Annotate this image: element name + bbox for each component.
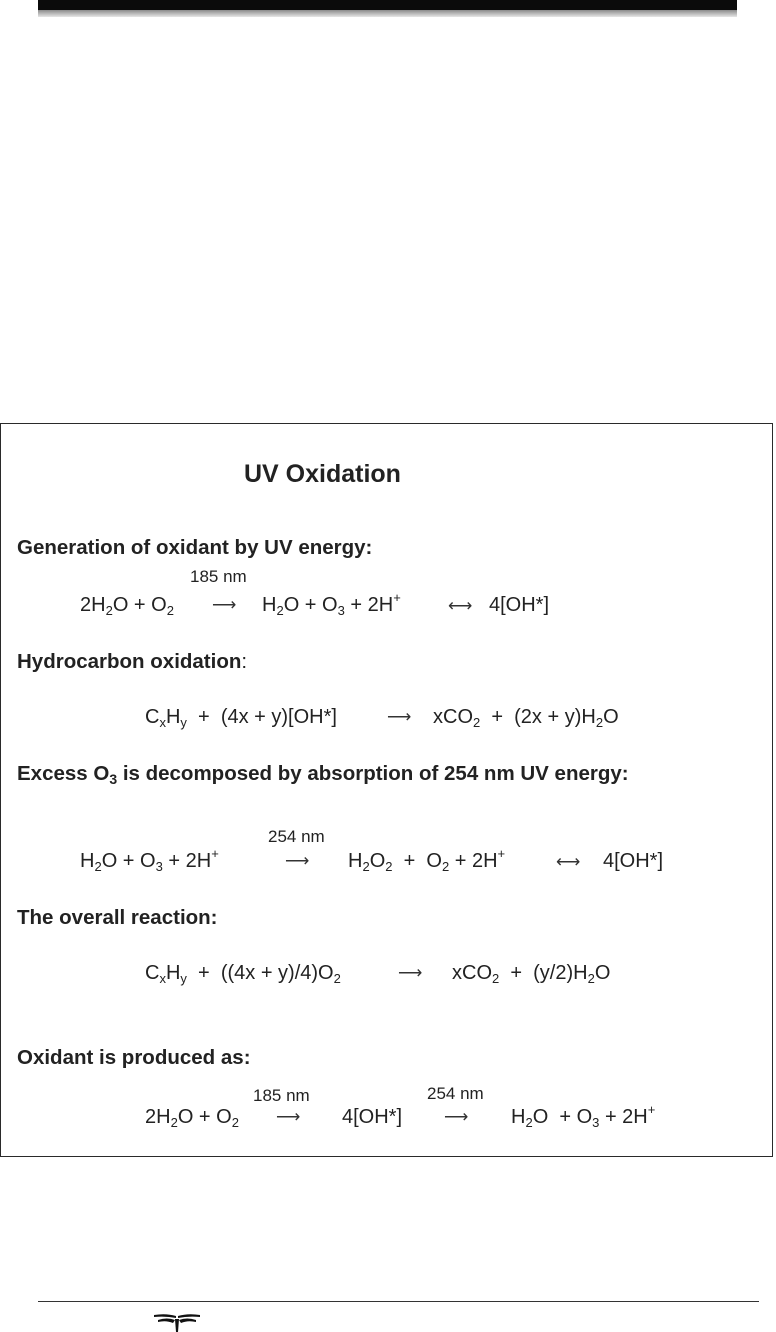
section-heading-generation: Generation of oxidant by UV energy: bbox=[17, 536, 373, 559]
figure-title: UV Oxidation bbox=[244, 460, 401, 488]
equation-4-rhs: $xCO_2 + (y/2)H_2O$ bbox=[452, 962, 611, 986]
equation-1-lhs: $2H_2O + O_2$ bbox=[80, 594, 174, 618]
footer-rule bbox=[38, 1301, 759, 1302]
equation-3-lhs: $H_2O + O_3 + 2H^+$ bbox=[80, 846, 219, 874]
header-rule-shadow bbox=[38, 10, 737, 17]
equation-4-lhs: $C_xH_y + ((4x + y)/4)O_2$ bbox=[145, 962, 341, 986]
section-heading-overall: The overall reaction: bbox=[17, 906, 218, 929]
equation-2-rhs: $xCO_2 + (2x + y)H_2O$ bbox=[433, 706, 619, 730]
wavelength-label-254: 254 nm bbox=[268, 827, 325, 846]
header-rule bbox=[38, 0, 737, 10]
equation-5-lhs: $2H_2O + O_2$ bbox=[145, 1106, 239, 1130]
equilibrium-arrow-icon: ⟷ bbox=[448, 596, 473, 615]
equation-1-rhs: $H_2O + O_3 + 2H^+$ bbox=[262, 590, 401, 618]
teledyne-logo-icon bbox=[152, 1312, 202, 1332]
equation-3-rhs: $H_2O_2 + O_2 + 2H^+$ bbox=[348, 846, 506, 874]
equation-2-lhs: $C_xH_y + (4x + y)[OH*]$ bbox=[145, 706, 337, 730]
wavelength-label-185: 185 nm bbox=[190, 567, 247, 586]
equilibrium-arrow-icon: ⟷ bbox=[556, 852, 581, 871]
equation-5-rhs: $H_2O + O_3 + 2H^+$ bbox=[511, 1102, 656, 1130]
section-heading-oxidant-produced: Oxidant is produced as: bbox=[17, 1046, 251, 1069]
equation-1-product: 4[OH*] bbox=[489, 594, 550, 616]
equation-5-intermediate: 4[OH*] bbox=[342, 1106, 403, 1128]
section-heading-excess-ozone: Excess $O_3$ is decomposed by absorption of 254 nm UV energy: bbox=[17, 762, 629, 787]
reaction-arrow-icon: ⟶ bbox=[387, 707, 412, 726]
reaction-arrow-icon: ⟶ bbox=[444, 1107, 469, 1126]
equation-3-product: 4[OH*] bbox=[603, 850, 664, 872]
reaction-arrow-icon: ⟶ bbox=[212, 595, 237, 614]
reaction-arrow-icon: ⟶ bbox=[285, 851, 310, 870]
wavelength-label-185: 185 nm bbox=[253, 1086, 310, 1105]
reaction-arrow-icon: ⟶ bbox=[398, 963, 423, 982]
section-heading-hydrocarbon: Hydrocarbon oxidation: bbox=[17, 650, 248, 673]
wavelength-label-254: 254 nm bbox=[427, 1084, 484, 1103]
reaction-arrow-icon: ⟶ bbox=[276, 1107, 301, 1126]
